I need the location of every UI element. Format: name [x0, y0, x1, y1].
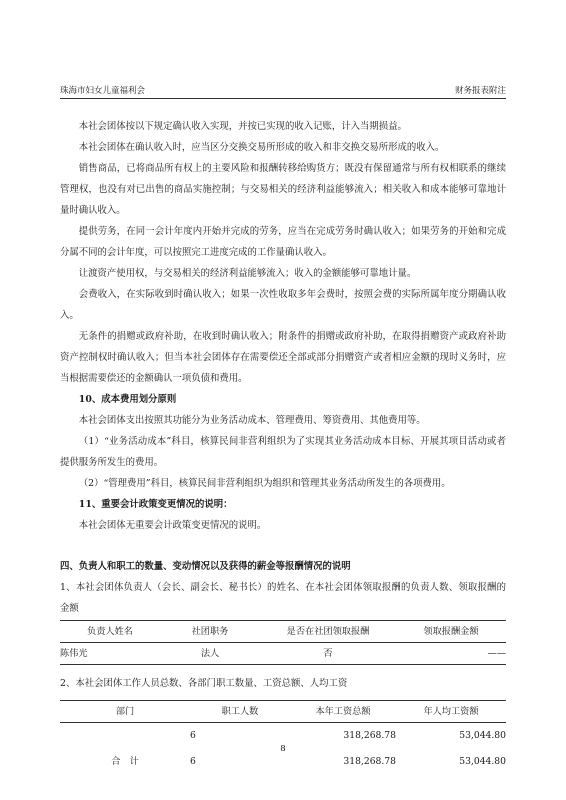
section-10-item-1: （1）“业务活动成本”科目，核算民间非营利组织为了实现其业务活动成本目标、开展其项目活动或者提供服务所发生的费用。 [60, 436, 506, 468]
table-cell: 318,268.78 [343, 756, 396, 767]
page-number: 8 [280, 744, 286, 754]
paragraph: 销售商品，已将商品所有权上的主要风险和报酬转移给购货方；既没有保留通常与所有权相联系的继续管理权，也没有对已出售的商品实施控制；与交易相关的经济利益能够流入；相关收入和成本能够可靠地计量时确认收入。 [60, 163, 506, 216]
org-name: 珠海市妇女儿童福利会 [60, 86, 146, 96]
header-section-title: 财务报表附注 [454, 86, 506, 96]
paragraph: 本社会团体按以下规定确认收入实现，并按已实现的收入记账，计入当期损益。 [78, 121, 407, 132]
column-header: 职工人数 [190, 701, 290, 723]
paragraph: 无条件的捐赠或政府补助，在收到时确认收入；附条件的捐赠或政府补助，在取得捐赠资产或政府补助资产控制权时确认收入；但当本社会团体存在需要偿还全部或部分捐赠资产或者相应金额的现时义务时，应当根据需要偿还的金额确认一项负债和费用。 [60, 331, 506, 384]
document-body [60, 116, 506, 775]
column-header: 社团职务 [160, 621, 260, 643]
page-header [60, 84, 506, 99]
officers-table [60, 620, 506, 665]
paragraph: 会费收入，在实际收到时确认收入；如果一次性收取多年会费时，按照会费的实际所属年度分期确认收入。 [60, 289, 506, 321]
section-10-intro: 本社会团体支出按照其功能分为业务活动成本、管理费用、筹资费用、其他费用等。 [78, 415, 426, 426]
paragraph: 本社会团体在确认收入时，应当区分交换交易所形成的收入和非交换交易所形成的收入。 [78, 142, 445, 153]
table-cell: 否 [260, 643, 396, 665]
column-header: 部门 [60, 701, 190, 723]
table-cell: 53,044.80 [459, 756, 506, 767]
section-11-title: 11、重要会计政策变更情况的说明： [78, 499, 233, 510]
table-cell: 法人 [160, 643, 260, 665]
column-header: 负责人姓名 [60, 621, 160, 643]
table-cell: 53,044.80 [459, 730, 506, 742]
section-4-sub-1: 1、本社会团体负责人（会长、副会长、秘书长）的姓名、在本社会团体领取报酬的负责人数、领取报酬的金额 [60, 582, 506, 614]
column-header: 领取报酬金额 [396, 621, 506, 643]
column-header: 年人均工资额 [396, 701, 506, 723]
paragraph: 让渡资产使用权，与交易相关的经济利益能够流入；收入的金额能够可靠地计量。 [78, 268, 417, 279]
section-4-title: 四、负责人和职工的数量、变动情况以及获得的薪金等报酬情况的说明 [60, 561, 351, 572]
table-cell: 合 计 [111, 756, 139, 767]
section-4-sub-2: 2、本社会团体工作人员总数、各部门职工数量、工资总额、人均工资 [60, 678, 348, 689]
table-cell: —— [396, 643, 506, 665]
table-row [60, 643, 506, 665]
section-11-text: 本社会团体无重要会计政策变更情况的说明。 [78, 520, 267, 531]
section-10-title: 10、成本费用划分原则 [78, 394, 177, 405]
table-cell: 6 [190, 730, 196, 742]
table-cell: 318,268.78 [343, 730, 396, 742]
table-header-row [60, 621, 506, 643]
table-cell: 6 [190, 756, 196, 767]
table-header-row [60, 701, 506, 723]
column-header: 是否在社团领取报酬 [260, 621, 396, 643]
staff-table [60, 700, 506, 775]
section-10-item-2: （2）“管理费用”科目，核算民间非营利组织为组织和管理其业务活动所发生的各项费用。 [78, 478, 451, 489]
paragraph: 提供劳务，在同一会计年度内开始并完成的劳务，应当在完成劳务时确认收入；如果劳务的开始和完成分属不同的会计年度，可以按照完工进度完成的工作量确认收入。 [60, 226, 506, 258]
column-header: 本年工资总额 [290, 701, 396, 723]
table-cell: 陈伟光 [60, 643, 160, 665]
